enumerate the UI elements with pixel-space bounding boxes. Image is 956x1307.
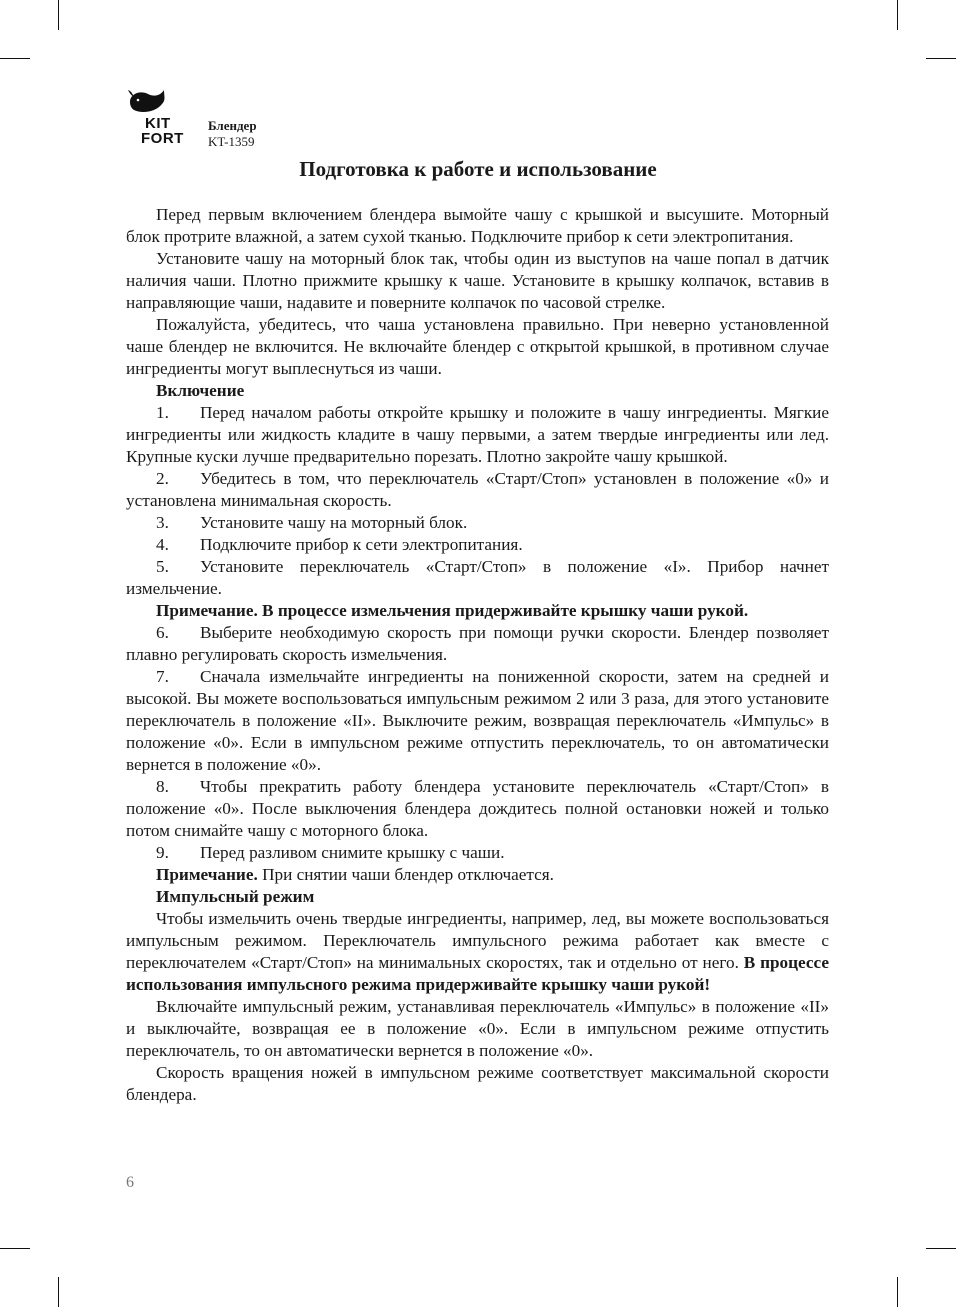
list-item (126, 512, 829, 534)
list-text: Чтобы прекратить работу блендера установите переключатель «Старт/Стоп» в положение «0». После выключения блендера дождитесь полной остановки ножей и только потом снимайте чашу с моторного блока. (126, 777, 829, 840)
list-number: 8. (156, 777, 169, 796)
page-title: Подготовка к работе и использование (299, 157, 657, 181)
note-text: При снятии чаши блендер отключается. (257, 865, 554, 884)
list-text: Сначала измельчайте ингредиенты на пониженной скорости, затем на средней и высокой. Вы можете воспользоваться импульсным режимом 2 или 3 раза, для этого установите переключатель в положение «II». Выключите режим, возвращая переключатель «Импульс» в положение «0». Если в импульсном режиме отпустить переключатель, то он автоматически вернется в положение «0». (126, 667, 829, 774)
list-text: Подключите прибор к сети электропитания. (200, 535, 523, 554)
product-label (208, 118, 257, 150)
note-label: Примечание. (156, 865, 258, 884)
crop-mark (897, 1277, 898, 1307)
paragraph: Скорость вращения ножей в импульсном режиме соответствует максимальной скорости блендера. (126, 1063, 829, 1104)
list-number: 3. (156, 513, 169, 532)
paragraph: Включайте импульсный режим, устанавливая переключатель «Импульс» в положение «II» и выключайте, возвращая ее в положение «0». Если в импульсном режиме отпустить переключатель, то он автоматически вернется в положение «0». (126, 997, 829, 1060)
list-number: 2. (156, 469, 169, 488)
crop-mark (926, 58, 956, 59)
list-text: Установите чашу на моторный блок. (200, 513, 468, 532)
list-number: 9. (156, 843, 169, 862)
list-item (126, 666, 829, 776)
paragraph: Перед первым включением блендера вымойте чашу с крышкой и высушите. Моторный блок протрите влажной, а затем сухой тканью. Подключите прибор к сети электропитания. (126, 205, 829, 246)
crop-mark (58, 0, 59, 30)
product-model: KT-1359 (208, 134, 255, 149)
list-number: 1. (156, 403, 169, 422)
crop-mark (926, 1248, 956, 1249)
product-name: Блендер (208, 118, 257, 133)
paragraph-bold: В процессе использования импульсного режима придерживайте крышку чаши рукой! (126, 953, 829, 994)
whale-icon (126, 88, 170, 116)
paragraph: Установите чашу на моторный блок так, чтобы один из выступов на чаше попал в датчик наличия чаши. Плотно прижмите крышку к чаше. Установите в крышку колпачок, вставив в направляющие чаши, надавите и поверните колпачок по часовой стрелке. (126, 249, 829, 312)
note-bold: Примечание. В процессе измельчения придерживайте крышку чаши рукой. (156, 601, 749, 620)
list-text: Установите переключатель «Старт/Стоп» в положение «I». Прибор начнет измельчение. (126, 557, 829, 598)
list-number: 4. (156, 535, 169, 554)
section-heading-on: Включение (156, 381, 245, 400)
logo-text-fort: FORT (141, 130, 184, 147)
kitfort-logo (126, 88, 196, 146)
crop-mark (58, 1277, 59, 1307)
paragraph-text: Чтобы измельчить очень твердые ингредиенты, например, лед, вы можете воспользоваться импульсным режимом. Переключатель импульсного режима работает как вместе с переключателем «Старт/Стоп» на минимальных скоростях, так и отдельно от него. (126, 909, 829, 972)
note (126, 864, 829, 886)
list-item (126, 402, 829, 468)
list-text: Перед разливом снимите крышку с чаши. (200, 843, 505, 862)
crop-mark (0, 58, 30, 59)
list-number: 5. (156, 557, 169, 576)
logo-text-kit: KIT (145, 115, 171, 132)
list-text: Выберите необходимую скорость при помощи ручки скорости. Блендер позволяет плавно регулировать скорость измельчения. (126, 623, 829, 664)
list-item (126, 622, 829, 666)
crop-mark (897, 0, 898, 30)
list-number: 6. (156, 623, 169, 642)
paragraph (126, 908, 829, 996)
list-text: Перед началом работы откройте крышку и положите в чашу ингредиенты. Мягкие ингредиенты или жидкость кладите в чашу первыми, а затем твердые ингредиенты или лед. Крупные куски лучше предварительно порезать. Плотно закройте чашу крышкой. (126, 403, 829, 466)
list-item (126, 556, 829, 600)
list-item (126, 776, 829, 842)
crop-mark (0, 1248, 30, 1249)
page-content (126, 204, 829, 1106)
section-heading-pulse: Импульсный режим (156, 887, 315, 906)
list-item (126, 534, 829, 556)
page-number: 6 (126, 1174, 134, 1191)
list-text: Убедитесь в том, что переключатель «Старт/Стоп» установлен в положение «0» и установлена минимальная скорость. (126, 469, 829, 510)
paragraph: Пожалуйста, убедитесь, что чаша установлена правильно. При неверно установленной чаше блендер не включится. Не включайте блендер с открытой крышкой, в противном случае ингредиенты могут выплеснуться из чаши. (126, 315, 829, 378)
list-item (126, 468, 829, 512)
list-item (126, 842, 829, 864)
list-number: 7. (156, 667, 169, 686)
